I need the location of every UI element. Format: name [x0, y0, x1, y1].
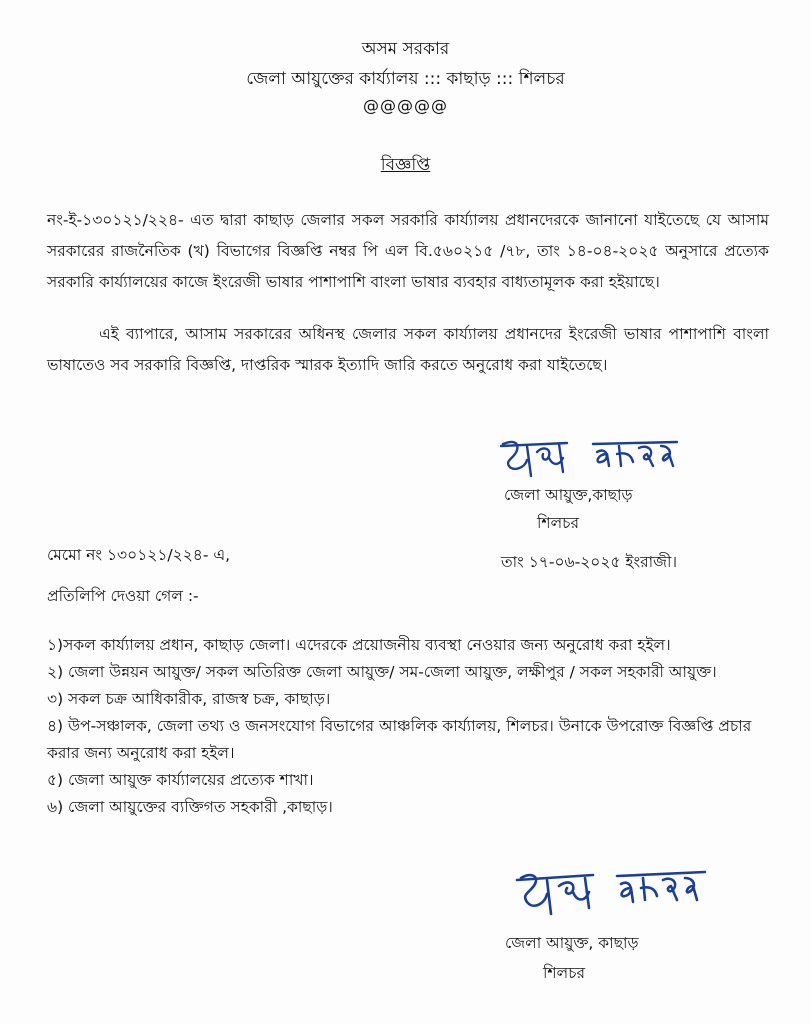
memo-date: তাং ১৭-০৬-২০২৫ ইংরাজী।	[501, 553, 678, 571]
signature-2-image	[513, 862, 713, 920]
notice-title-text: বিজ্ঞপ্তি	[380, 155, 431, 175]
signatory-1-designation: জেলা আয়ুক্ত,কাছাড়	[504, 486, 633, 504]
list-item: ২) জেলা উন্নয়ন আয়ুক্ত/ সকল অতিরিক্ত জেলা আয়ুক্ত/ সম-জেলা আয়ুক্ত, লক্ষীপুর / সকল সহকারী আয়ুক্ত।	[47, 663, 717, 681]
list-item: ৩) সকল চক্র আধিকারীক, রাজস্ব চক্র, কাছাড়।	[47, 690, 331, 708]
list-item: ৬) জেলা আয়ুক্তের ব্যক্তিগত সহকারী ,কাছাড়।	[47, 798, 333, 816]
list-item: ১)সকল কার্য্যালয় প্রধান, কাছাড় জেলা। এদেরকে প্রয়োজনীয় ব্যবস্থা নেওয়ার জন্য অনুরোধ করা হইল।	[47, 636, 671, 654]
signatory-1-place: শিলচর	[537, 514, 580, 532]
copy-list	[47, 632, 769, 821]
signatory-2-designation: জেলা আয়ুক্ত, কাছাড়	[505, 934, 639, 952]
list-item: ৫) জেলা আয়ুক্ত কার্য্যালয়ের প্রত্যেক শাখা।	[47, 771, 314, 789]
government-name: অসম সরকার	[361, 39, 450, 59]
symbol-line: @@@@@	[363, 96, 448, 115]
signatory-2-place: শিলচর	[543, 964, 586, 982]
paragraph-1: নং-ই-১৩০১২১/২২৪- এত দ্বারা কাছাড় জেলার সকল সরকারি কার্য্যালয় প্রধানদেরকে জানানো যাইতেছে যে আসাম সরকারের রাজনৈতিক (খ) বিভাগের বিজ্ঞপ্তি নম্বর পি এল বি.৫৬০২১৫ /৭৮, তাং ১৪-০৪-২০২৫ অনুসারে প্রত্যেক সরকারি কার্য্যালয়ের কাজে ইংরেজী ভাষার পাশাপাশি বাংলা ভাষার ব্যবহার বাধ্যতামূলক করা হইয়াছে।	[47, 211, 769, 291]
notice-title	[0, 152, 811, 180]
list-item: ৪) উপ-সঞ্চালক, জেলা তথ্য ও জনসংযোগ বিভাগের আঞ্চলিক কার্য্যালয়, শিলচর। উনাকে উপরোক্ত বিজ্ঞপ্তি প্রচার করার জন্য অনুরোধ করা হইল।	[47, 717, 752, 762]
paragraph-2: এই ব্যাপারে, আসাম সরকারের অধিনস্থ জেলার সকল কার্য্যালয় প্রধানদের ইংরেজী ভাষার পাশাপাশি বাংলা ভাষাতেও সব সরকারি বিজ্ঞপ্তি, দাপ্তরিক স্মারক ইত্যাদি জারি করতে অনুরোধ করা যাইতেছে।	[47, 325, 769, 374]
signature-1-image	[497, 432, 687, 482]
office-name: জেলা আয়ুক্তের কার্য্যালয় ::: কাছাড় ::: শিলচর	[246, 69, 565, 89]
copy-heading: প্রতিলিপি দেওয়া গেল :-	[47, 587, 199, 605]
memo-number: মেমো নং ১৩০১২১/২২৪- এ,	[47, 546, 231, 564]
